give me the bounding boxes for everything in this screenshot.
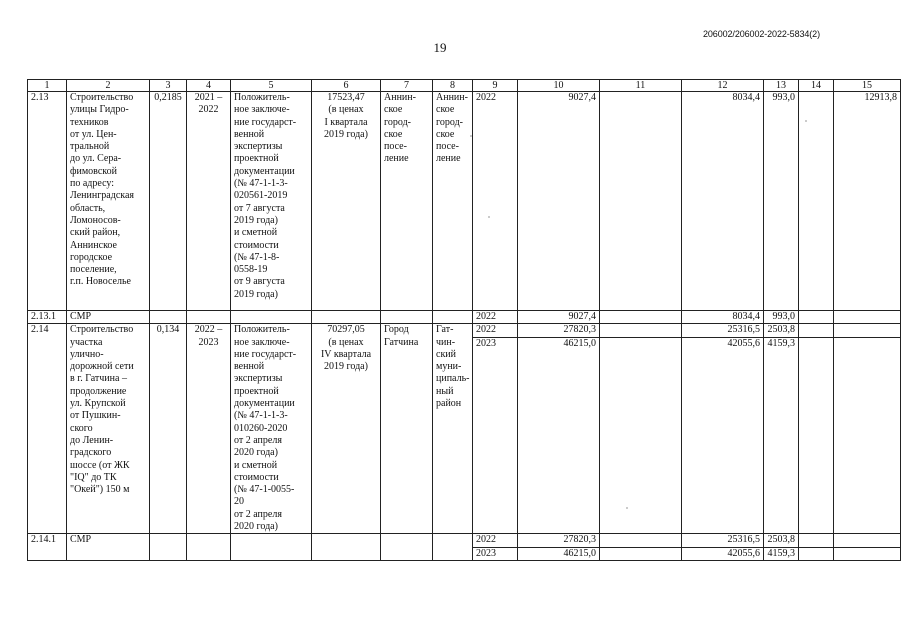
customer-cell: Город Гатчина xyxy=(381,324,433,534)
table-row xyxy=(28,324,901,337)
expertise-cell: Положитель- ное заключе- ние государст- венной экспертизы проектной документации (№ 47-1-1-3- 020561-2019 от 7 августа 2019 года) и сметной стоимости (№ 47-1-8- 0558-19 от 9 августа 2019 года) xyxy=(231,92,312,311)
column-number: 1 xyxy=(28,80,67,92)
column-number: 9 xyxy=(473,80,518,92)
value-cell-15 xyxy=(834,534,901,547)
owner-cell: Аннин- ское город- ское посе- ление xyxy=(433,92,473,311)
customer-cell xyxy=(381,311,433,324)
table-row xyxy=(28,534,901,547)
table-row xyxy=(28,92,901,311)
column-number-row xyxy=(28,80,901,92)
scan-speck xyxy=(488,216,490,218)
column-number: 7 xyxy=(381,80,433,92)
value-cell-14 xyxy=(799,311,834,324)
value-cell-12: 42055,6 xyxy=(682,337,764,534)
expertise-cell xyxy=(231,311,312,324)
value-cell-12: 8034,4 xyxy=(682,311,764,324)
cost-cell xyxy=(312,311,381,324)
period-cell: 2021 – 2022 xyxy=(187,92,231,311)
row-number: 2.13 xyxy=(28,92,67,311)
capacity-cell xyxy=(150,534,187,561)
value-cell-14 xyxy=(799,534,834,547)
value-cell-15 xyxy=(834,324,901,337)
value-cell-14 xyxy=(799,324,834,337)
value-cell-13: 993,0 xyxy=(764,311,799,324)
owner-cell xyxy=(433,311,473,324)
row-number: 2.14.1 xyxy=(28,534,67,561)
column-number: 2 xyxy=(67,80,150,92)
customer-cell xyxy=(381,534,433,561)
capacity-cell: 0,134 xyxy=(150,324,187,534)
capacity-cell xyxy=(150,311,187,324)
column-number: 3 xyxy=(150,80,187,92)
value-cell-13: 2503,8 xyxy=(764,534,799,547)
value-cell-14 xyxy=(799,92,834,311)
page-number: 19 xyxy=(433,40,447,55)
value-cell-15 xyxy=(834,547,901,560)
object-name: СМР xyxy=(67,311,150,324)
value-cell-15 xyxy=(834,337,901,534)
value-cell-13: 2503,8 xyxy=(764,324,799,337)
value-cell-11 xyxy=(600,337,682,534)
row-number: 2.14 xyxy=(28,324,67,534)
value-cell-10: 46215,0 xyxy=(518,337,600,534)
value-cell-10: 27820,3 xyxy=(518,534,600,547)
value-cell-11 xyxy=(600,311,682,324)
value-cell-11 xyxy=(600,534,682,547)
column-number: 10 xyxy=(518,80,600,92)
object-name: СМР xyxy=(67,534,150,561)
value-cell-11 xyxy=(600,324,682,337)
value-cell-10: 46215,0 xyxy=(518,547,600,560)
value-cell-15 xyxy=(834,311,901,324)
column-number: 4 xyxy=(187,80,231,92)
value-cell-12: 42055,6 xyxy=(682,547,764,560)
column-number: 5 xyxy=(231,80,312,92)
value-cell-10: 9027,4 xyxy=(518,311,600,324)
scan-speck xyxy=(805,120,807,122)
period-cell xyxy=(187,311,231,324)
column-number: 15 xyxy=(834,80,901,92)
column-number: 13 xyxy=(764,80,799,92)
value-cell-11 xyxy=(600,92,682,311)
value-cell-10: 27820,3 xyxy=(518,324,600,337)
owner-cell xyxy=(433,534,473,561)
period-cell: 2022 – 2023 xyxy=(187,324,231,534)
year-cell: 2022 xyxy=(473,311,518,324)
cost-cell xyxy=(312,534,381,561)
expertise-cell xyxy=(231,534,312,561)
column-number: 8 xyxy=(433,80,473,92)
period-cell xyxy=(187,534,231,561)
object-name: Строительство улицы Гидро- техников от ул. Цен- тральной до ул. Сера- фимовской по адресу: Ленинградская область, Ломоносов- ский район, Аннинское городское поселение, г.п. Новоселье xyxy=(67,92,150,311)
scan-speck xyxy=(470,135,472,137)
column-number: 14 xyxy=(799,80,834,92)
year-cell: 2022 xyxy=(473,534,518,547)
customer-cell: Аннин- ское город- ское посе- ление xyxy=(381,92,433,311)
value-cell-12: 8034,4 xyxy=(682,92,764,311)
value-cell-10: 9027,4 xyxy=(518,92,600,311)
value-cell-11 xyxy=(600,547,682,560)
value-cell-15: 12913,8 xyxy=(834,92,901,311)
value-cell-13: 4159,3 xyxy=(764,547,799,560)
value-cell-12: 25316,5 xyxy=(682,534,764,547)
value-cell-14 xyxy=(799,547,834,560)
row-number: 2.13.1 xyxy=(28,311,67,324)
object-name: Строительство участка улично- дорожной сети в г. Гатчина – продолжение ул. Крупской от Пушкин- ского до Ленин- градского шоссе (от ЖК "IQ" до ТК "Окей") 150 м xyxy=(67,324,150,534)
year-cell: 2023 xyxy=(473,547,518,560)
document-id: 206002/206002-2022-5834(2) xyxy=(702,29,820,39)
value-cell-13: 993,0 xyxy=(764,92,799,311)
column-number: 11 xyxy=(600,80,682,92)
scan-speck xyxy=(626,507,628,509)
investment-table xyxy=(27,79,901,561)
column-number: 6 xyxy=(312,80,381,92)
value-cell-13: 4159,3 xyxy=(764,337,799,534)
capacity-cell: 0,2185 xyxy=(150,92,187,311)
year-cell: 2022 xyxy=(473,324,518,337)
cost-cell: 70297,05 (в ценах IV квартала 2019 года) xyxy=(312,324,381,534)
cost-cell: 17523,47 (в ценах I квартала 2019 года) xyxy=(312,92,381,311)
owner-cell: Гат- чин- ский муни- ципаль- ный район xyxy=(433,324,473,534)
year-cell: 2023 xyxy=(473,337,518,534)
expertise-cell: Положитель- ное заключе- ние государст- венной экспертизы проектной документации (№ 47-1-1-3- 010260-2020 от 2 апреля 2020 года) и сметной стоимости (№ 47-1-0055- 20 от 2 апреля 2020 года) xyxy=(231,324,312,534)
column-number: 12 xyxy=(682,80,764,92)
value-cell-14 xyxy=(799,337,834,534)
year-cell: 2022 xyxy=(473,92,518,311)
table-row xyxy=(28,311,901,324)
value-cell-12: 25316,5 xyxy=(682,324,764,337)
